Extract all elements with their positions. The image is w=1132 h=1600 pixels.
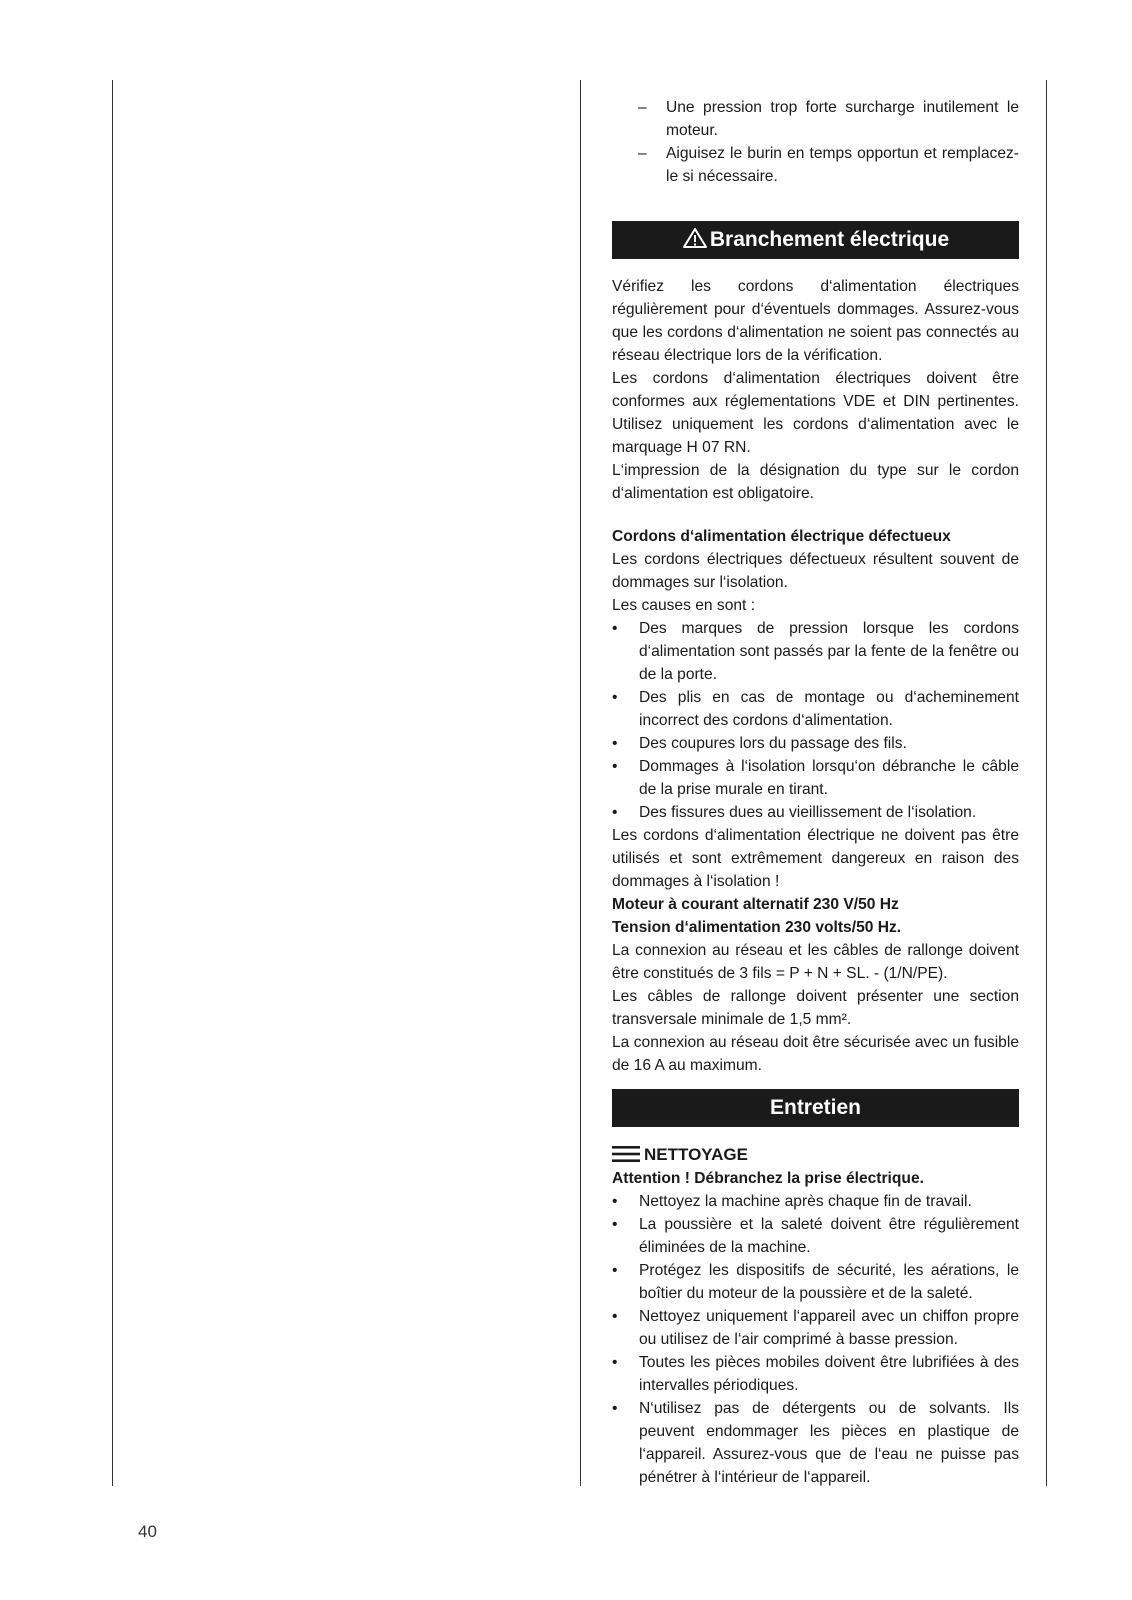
page-number: 40 (138, 1522, 157, 1541)
paragraph: Les câbles de rallonge doivent présenter une section transversale minimale de 1,5 mm². (612, 988, 1019, 1028)
dash-marker: – (638, 145, 647, 162)
list-item (612, 755, 1019, 801)
list-item (612, 1305, 1019, 1351)
section-header-maintenance (612, 1089, 1019, 1127)
list-item (612, 617, 1019, 686)
list-item-text: Des coupures lors du passage des fils. (639, 735, 907, 752)
paragraph: Les causes en sont : (612, 597, 756, 614)
column-rule-right (1046, 80, 1047, 1486)
voltage-spec: Tension d‘alimentation 230 volts/50 Hz. (612, 919, 902, 936)
bullet-marker: • (612, 804, 618, 821)
section-title: Entretien (769, 1096, 861, 1119)
cleaning-heading (612, 1141, 1019, 1167)
list-item (612, 686, 1019, 732)
column-rule-middle (580, 80, 581, 1486)
bullet-marker: • (612, 735, 618, 752)
list-item-text: Une pression trop forte surcharge inutilement le moteur. (666, 99, 1019, 139)
bullet-marker: • (612, 1400, 618, 1417)
bullet-marker: • (612, 689, 618, 706)
causes-list (612, 617, 1019, 824)
list-item-text: Toutes les pièces mobiles doivent être lubrifiées à des intervalles périodiques. (639, 1354, 1019, 1394)
paragraph: Les cordons d‘alimentation électriques doivent être conformes aux réglementations VDE et DIN pertinentes. Utilisez uniquement les cordons d‘alimentation avec le marquage H 07 RN. (612, 370, 1019, 456)
list-item-text: Nettoyez la machine après chaque fin de travail. (639, 1193, 972, 1210)
cleaning-heading-text: NETTOYAGE (644, 1144, 748, 1164)
paragraph: La connexion au réseau doit être sécurisée avec un fusible de 16 A au maximum. (612, 1034, 1019, 1074)
attention-notice: Attention ! Débranchez la prise électrique. (612, 1170, 924, 1187)
right-column (612, 96, 1019, 1489)
bullet-marker: • (612, 1216, 618, 1233)
list-item-text: Aiguisez le burin en temps opportun et remplacez-le si nécessaire. (666, 145, 1019, 185)
list-item-text: Des plis en cas de montage ou d‘acheminement incorrect des cordons d‘alimentation. (639, 689, 1019, 729)
warning-triangle-icon (682, 227, 708, 249)
list-item (612, 1213, 1019, 1259)
electrical-intro (612, 275, 1019, 505)
list-item (612, 732, 1019, 755)
paragraph: Vérifiez les cordons d‘alimentation électriques régulièrement pour d‘éventuels dommages. Assurez-vous que les cordons d‘alimentation ne soient pas connectés au réseau électrique lors de la vérification. (612, 278, 1019, 364)
cleaning-list (612, 1190, 1019, 1489)
list-item-text: Des marques de pression lorsque les cordons d‘alimentation sont passés par la fente de la fenêtre ou de la porte. (639, 620, 1019, 683)
list-item-text: La poussière et la saleté doivent être régulièrement éliminées de la machine. (639, 1216, 1019, 1256)
paragraph: L‘impression de la désignation du type sur le cordon d‘alimentation est obligatoire. (612, 462, 1019, 502)
motor-spec: Moteur à courant alternatif 230 V/50 Hz (612, 896, 899, 913)
list-item (612, 801, 1019, 824)
bullet-marker: • (612, 1262, 618, 1279)
top-list (612, 96, 1019, 188)
list-item (612, 1259, 1019, 1305)
menu-lines-icon (612, 1145, 640, 1163)
column-rule-left (112, 80, 113, 1486)
dash-marker: – (638, 99, 647, 116)
list-item (612, 1190, 1019, 1213)
section-title: Branchement électrique (709, 228, 950, 251)
paragraph: Les cordons électriques défectueux résultent souvent de dommages sur l‘isolation. (612, 551, 1019, 591)
list-item-text: Nettoyez uniquement l‘appareil avec un chiffon propre ou utilisez de l‘air comprimé à basse pression. (639, 1308, 1019, 1348)
bullet-marker: • (612, 620, 618, 637)
list-item (612, 142, 1019, 188)
subheading-defective-cords: Cordons d‘alimentation électrique défectueux (612, 528, 951, 545)
paragraph-warning: Les cordons d‘alimentation électrique ne doivent pas être utilisés et sont extrêmement dangereux en raison des dommages à l‘isolation ! (612, 827, 1019, 890)
list-item-text: N‘utilisez pas de détergents ou de solvants. Ils peuvent endommager les pièces en plastique de l‘appareil. Assurez-vous que de l‘eau ne puisse pas pénétrer à l‘intérieur de l‘appareil. (639, 1400, 1019, 1486)
list-item (612, 1351, 1019, 1397)
paragraph: La connexion au réseau et les câbles de rallonge doivent être constitués de 3 fils = P + N + SL. - (1/N/PE). (612, 942, 1019, 982)
list-item (612, 1397, 1019, 1489)
list-item (612, 96, 1019, 142)
bullet-marker: • (612, 758, 618, 775)
list-item-text: Protégez les dispositifs de sécurité, les aérations, le boîtier du moteur de la poussière et de la saleté. (639, 1262, 1019, 1302)
list-item-text: Dommages à l‘isolation lorsqu‘on débranche le câble de la prise murale en tirant. (639, 758, 1019, 798)
list-item-text: Des fissures dues au vieillissement de l‘isolation. (639, 804, 977, 821)
section-header-electrical (612, 221, 1019, 259)
bullet-marker: • (612, 1354, 618, 1371)
bullet-marker: • (612, 1193, 618, 1210)
bullet-marker: • (612, 1308, 618, 1325)
